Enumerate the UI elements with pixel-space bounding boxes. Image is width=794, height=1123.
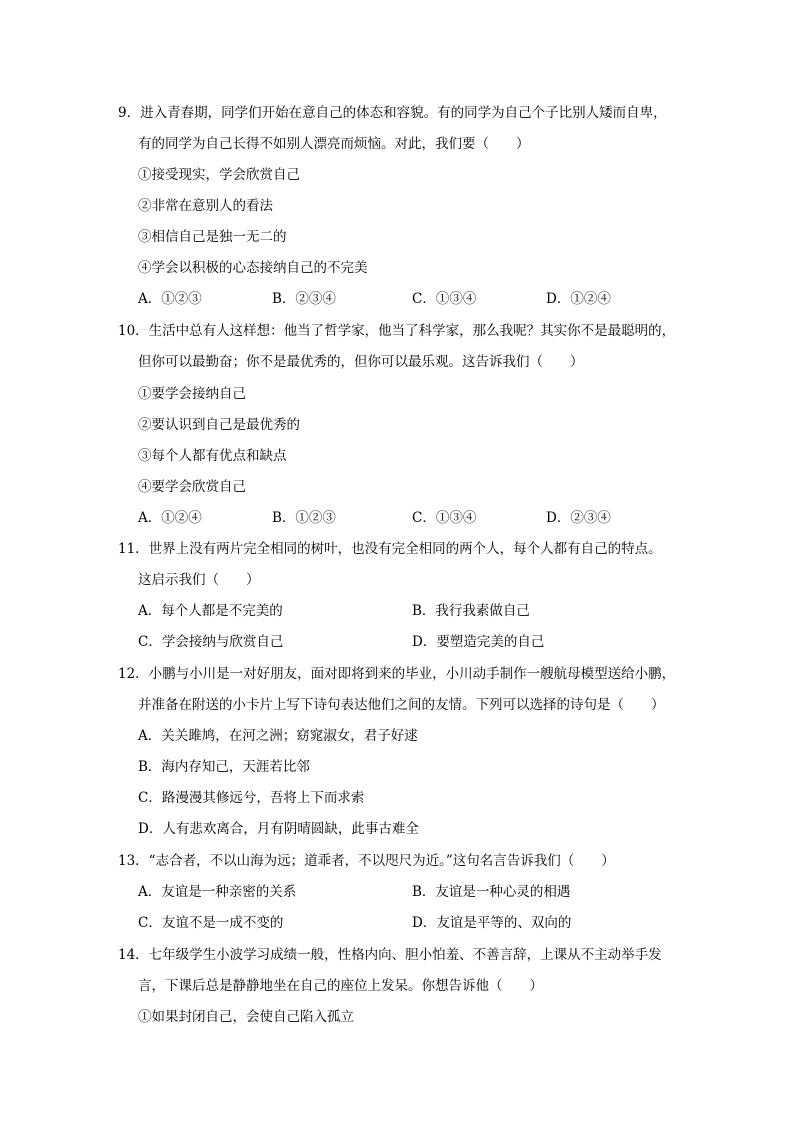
- q9-stem-line-1: 9．进入青春期，同学们开始在意自己的体态和容貌。有的同学为自己个子比别人矮而自卑，: [118, 105, 667, 121]
- q14-stem-line-2: 言，下课后总是静静地坐在自己的座位上发呆。你想告诉他（ ）: [138, 978, 543, 994]
- q9-item-4: ④学会以积极的心态接纳自己的不完美: [138, 260, 368, 276]
- q12-stem-line-1: 12．小鹏与小川是一对好朋友，面对即将到来的毕业，小川动手制作一艘航母模型送给小鹏，: [118, 666, 676, 682]
- q11-option-b: B．我行我素做自己: [412, 603, 530, 619]
- q12-option-d: D．人有悲欢离合，月有阴晴圆缺，此事古难全: [138, 821, 419, 837]
- q13-stem-line-1: 13．“志合者，不以山海为远；道乖者，不以咫尺为近。”这句名言告诉我们（ ）: [118, 853, 615, 869]
- q9-option-c: C．①③④: [412, 291, 477, 307]
- q13-option-d: D．友谊是平等的、双向的: [412, 915, 572, 931]
- q11-option-d: D．要塑造完美的自己: [412, 634, 545, 650]
- q12-option-b: B．海内存知己，天涯若比邻: [138, 759, 310, 775]
- q10-item-2: ②要认识到自己是最优秀的: [138, 417, 300, 433]
- q13-option-b: B．友谊是一种心灵的相遇: [412, 884, 571, 900]
- q9-item-3: ③相信自己是独一无二的: [138, 229, 287, 245]
- q11-option-c: C．学会接纳与欣赏自己: [138, 634, 284, 650]
- q10-item-4: ④要学会欣赏自己: [138, 479, 246, 495]
- q10-option-b: B．①②③: [272, 510, 336, 526]
- q10-option-a: A．①②④: [138, 510, 202, 526]
- q12-option-c: C．路漫漫其修远兮，吾将上下而求索: [138, 790, 365, 806]
- q10-item-1: ①要学会接纳自己: [138, 386, 246, 402]
- q9-item-1: ①接受现实，学会欣赏自己: [138, 167, 300, 183]
- q12-option-a: A．关关雎鸠，在河之洲；窈窕淑女，君子好逑: [138, 728, 418, 744]
- q14-item-1: ①如果封闭自己，会使自己陷入孤立: [138, 1009, 354, 1025]
- q10-option-d: D．②③④: [546, 510, 611, 526]
- q14-stem-line-1: 14．七年级学生小波学习成绩一般，性格内向、胆小怕羞、不善言辞，上课从不主动举手发: [118, 947, 662, 963]
- q9-stem-line-2: 有的同学为自己长得不如别人漂亮而烦恼。对此，我们要（ ）: [138, 136, 530, 152]
- q10-option-c: C．①③④: [412, 510, 477, 526]
- q9-option-b: B．②③④: [272, 291, 336, 307]
- q12-stem-line-2: 并准备在附送的小卡片上写下诗句表达他们之间的友情。下列可以选择的诗句是（ ）: [138, 697, 665, 713]
- q11-option-a: A．每个人都是不完美的: [138, 603, 283, 619]
- q13-option-a: A．友谊是一种亲密的关系: [138, 884, 297, 900]
- q13-option-c: C．友谊不是一成不变的: [138, 915, 284, 931]
- q10-item-3: ③每个人都有优点和缺点: [138, 448, 287, 464]
- q9-option-d: D．①②④: [546, 291, 611, 307]
- q11-stem-line-2: 这启示我们（ ）: [138, 572, 260, 588]
- q10-stem-line-2: 但你可以最勤奋；你不是最优秀的，但你可以最乐观。这告诉我们（ ）: [138, 354, 584, 370]
- q9-item-2: ②非常在意别人的看法: [138, 198, 273, 214]
- q10-stem-line-1: 10．生活中总有人这样想：他当了哲学家，他当了科学家，那么我呢？其实你不是最聪明的，: [118, 323, 676, 339]
- q9-option-a: A．①②③: [138, 291, 202, 307]
- q11-stem-line-1: 11．世界上没有两片完全相同的树叶，也没有完全相同的两个人，每个人都有自己的特点。: [118, 541, 662, 557]
